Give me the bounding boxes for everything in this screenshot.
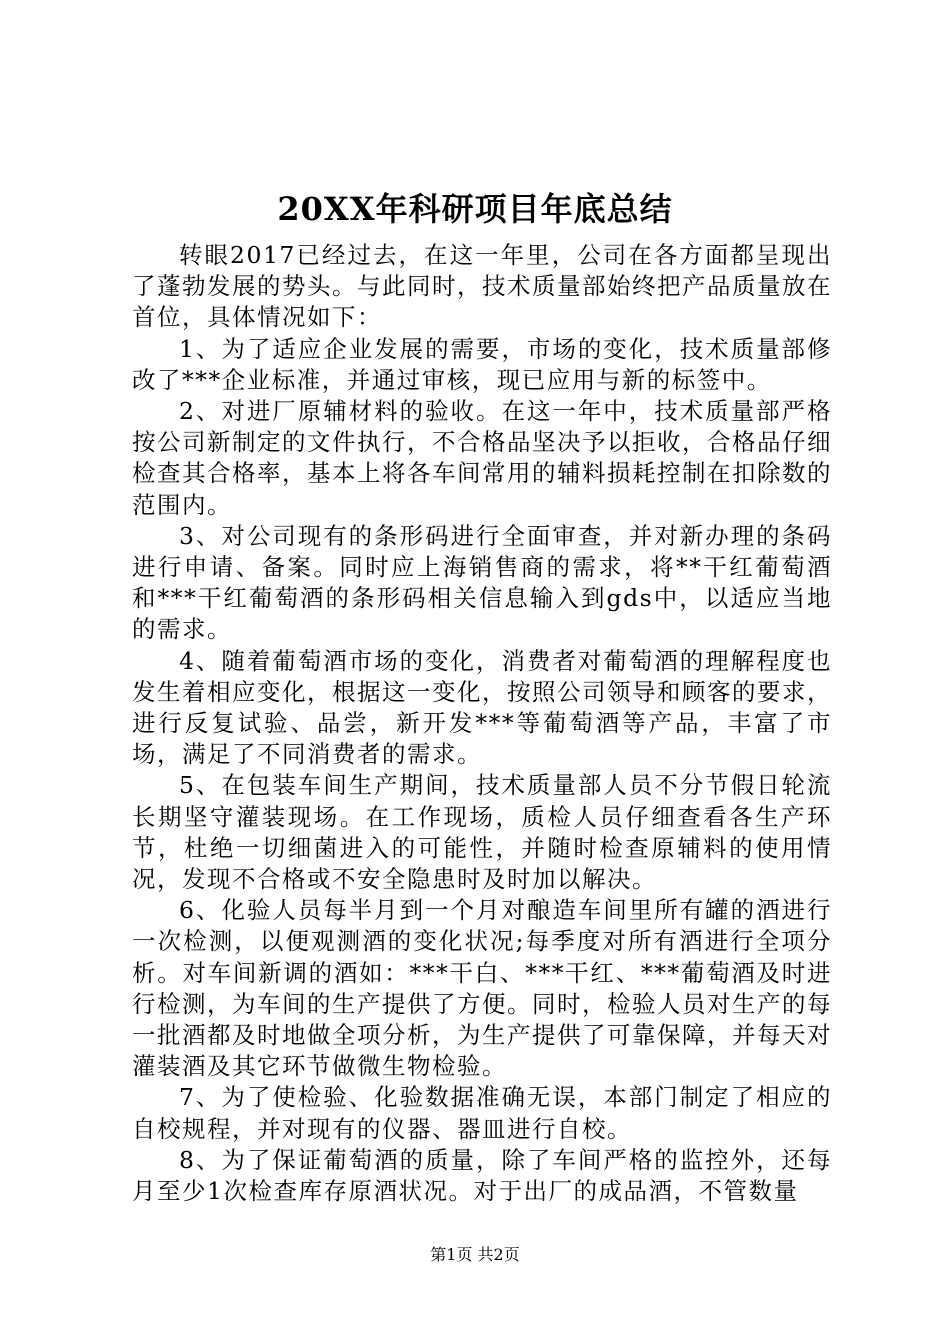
document-body: [132, 240, 832, 1207]
paragraph-item-3: 3、对公司现有的条形码进行全面审查，并对新办理的条码进行申请、备案。同时应上海销售商的需求，将**干红葡萄酒和***干红葡萄酒的条形码相关信息输入到gds中，以适应当地的需求。: [132, 521, 832, 644]
page-title: 20XX年科研项目年底总结: [277, 190, 673, 228]
paragraph-item-1: 1、为了适应企业发展的需要，市场的变化，技术质量部修改了***企业标准，并通过审核，现已应用与新的标签中。: [132, 334, 832, 394]
page-footer: 第1页 共2页: [430, 1245, 520, 1264]
paragraph-item-2: 2、对进厂原辅材料的验收。在这一年中，技术质量部严格按公司新制定的文件执行，不合格品坚决予以拒收，合格品仔细检查其合格率，基本上将各车间常用的辅料损耗控制在扣除数的范围内。: [132, 397, 832, 519]
paragraph-item-8: 8、为了保证葡萄酒的质量，除了车间严格的监控外，还每月至少1次检查库存原酒状况。对于出厂的成品酒，不管数量: [132, 1145, 832, 1206]
paragraph-intro: 转眼2017已经过去，在这一年里，公司在各方面都呈现出了蓬勃发展的势头。与此同时，技术质量部始终把产品质量放在首位，具体情况如下：: [132, 241, 832, 332]
paragraph-item-6: 6、化验人员每半月到一个月对酿造车间里所有罐的酒进行一次检测，以便观测酒的变化状况;每季度对所有酒进行全项分析。对车间新调的酒如：***干白、***干红、***葡萄酒及时进行检测，为车间的生产提供了方便。同时，检验人员对生产的每一批酒都及时地做全项分析，为生产提供了可靠保障，并每天对灌装酒及其它环节做微生物检验。: [132, 896, 832, 1081]
paragraph-item-4: 4、随着葡萄酒市场的变化，消费者对葡萄酒的理解程度也发生着相应变化，根据这一变化，按照公司领导和顾客的要求，进行反复试验、品尝，新开发***等葡萄酒等产品，丰富了市场，满足了不同消费者的需求。: [132, 646, 832, 769]
paragraph-item-5: 5、在包装车间生产期间，技术质量部人员不分节假日轮流长期坚守灌装现场。在工作现场，质检人员仔细查看各生产环节，杜绝一切细菌进入的可能性，并随时检查原辅料的使用情况，发现不合格或不安全隐患时及时加以解决。: [132, 771, 832, 894]
paragraph-item-7: 7、为了使检验、化验数据准确无误，本部门制定了相应的自校规程，并对现有的仪器、器皿进行自校。: [132, 1083, 832, 1143]
